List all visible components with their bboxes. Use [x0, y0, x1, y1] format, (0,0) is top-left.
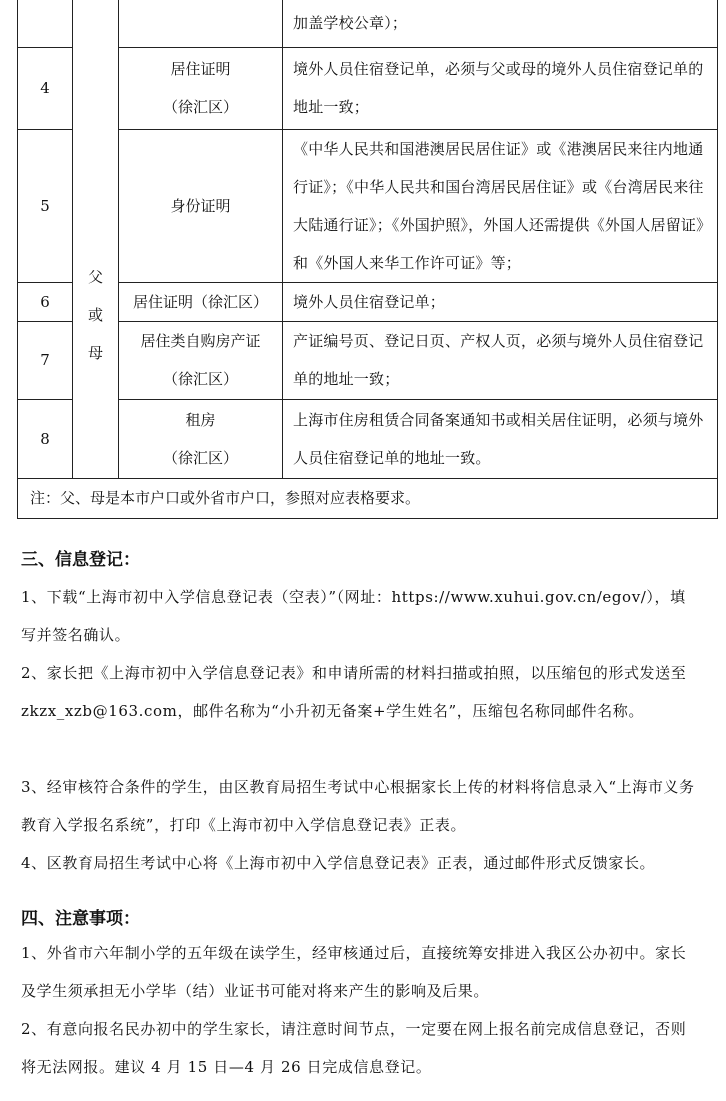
doc-type-cell	[119, 0, 283, 47]
table-row	[18, 47, 718, 129]
material-cell: 境外人员住宿登记单，必须与父或母的境外人员住宿登记单的地址一致；	[283, 47, 718, 129]
doc-type-line: （徐汇区）	[162, 448, 238, 467]
row-number: 5	[18, 129, 73, 282]
section-3-item: 4、区教育局招生考试中心将《上海市初中入学信息登记表》正表，通过邮件形式反馈家长。	[21, 854, 656, 872]
section-3-title: 三、信息登记：	[21, 550, 140, 570]
row-number: 7	[18, 321, 73, 399]
row-number: 4	[18, 47, 73, 129]
parent-char: 母	[87, 344, 103, 362]
section-4-title: 四、注意事项：	[21, 909, 140, 929]
row-number	[18, 0, 73, 47]
table-row	[18, 0, 718, 47]
table-row	[18, 129, 718, 282]
table-note: 注：父、母是本市户口或外省市户口，参照对应表格要求。	[18, 478, 718, 518]
doc-type-cell	[119, 47, 283, 129]
parent-char: 父	[87, 268, 103, 286]
section-3-item: 3、经审核符合条件的学生，由区教育局招生考试中心根据家长上传的材料将信息录入“上海市义务教育入学报名系统”，打印《上海市初中入学信息登记表》正表。	[21, 778, 695, 834]
doc-type-cell	[119, 321, 283, 399]
section-4-item: 2、有意向报名民办初中的学生家长，请注意时间节点，一定要在网上报名前完成信息登记，否则将无法网报。建议 4 月 15 日—4 月 26 日完成信息登记。	[21, 1020, 687, 1076]
table-row	[18, 321, 718, 399]
doc-type-cell	[119, 129, 283, 282]
requirements-table	[17, 0, 718, 519]
doc-type-line: （徐汇区）	[162, 98, 238, 116]
doc-type-line: （徐汇区）	[162, 370, 238, 388]
doc-type-line: 居住证明	[170, 60, 231, 78]
material-cell: 上海市住房租赁合同备案通知书或相关居住证明，必须与境外人员住宿登记单的地址一致。	[283, 399, 718, 478]
section-3-item: 2、家长把《上海市初中入学信息登记表》和申请所需的材料扫描或拍照，以压缩包的形式发送至 zkzx_xzb@163.com，邮件名称为“小升初无备案+学生姓名”，压缩包名称同邮件名称。	[21, 664, 687, 720]
table-row	[18, 282, 718, 321]
parent-char: 或	[87, 306, 103, 324]
parent-column	[73, 0, 119, 478]
doc-type-line: 居住类自购房产证	[140, 332, 261, 350]
table-note-row	[18, 478, 718, 518]
row-number: 6	[18, 282, 73, 321]
material-cell: 产证编号页、登记日页、产权人页，必须与境外人员住宿登记单的地址一致；	[283, 321, 718, 399]
doc-type-line: 身份证明	[170, 196, 231, 215]
table-row	[18, 399, 718, 478]
material-cell: 境外人员住宿登记单；	[283, 282, 718, 321]
doc-type-line: 租房	[185, 410, 216, 429]
row-number: 8	[18, 399, 73, 478]
doc-type-line: 居住证明（徐汇区）	[132, 292, 268, 311]
material-cell: 加盖学校公章）；	[283, 0, 718, 47]
doc-type-cell	[119, 399, 283, 478]
material-cell: 《中华人民共和国港澳居民居住证》或《港澳居民来往内地通行证》；《中华人民共和国台湾居民居住证》或《台湾居民来往大陆通行证》；《外国护照》，外国人还需提供《外国人居留证》和《外国人来华工作许可证》等；	[283, 129, 718, 282]
section-4-item: 1、外省市六年制小学的五年级在读学生，经审核通过后，直接统筹安排进入我区公办初中。家长及学生须承担无小学毕（结）业证书可能对将来产生的影响及后果。	[21, 944, 687, 1000]
doc-type-cell	[119, 282, 283, 321]
section-3-item: 1、下载“上海市初中入学信息登记表（空表）”（网址：https://www.xuhui.gov.cn/egov/），填写并签名确认。	[21, 588, 686, 644]
